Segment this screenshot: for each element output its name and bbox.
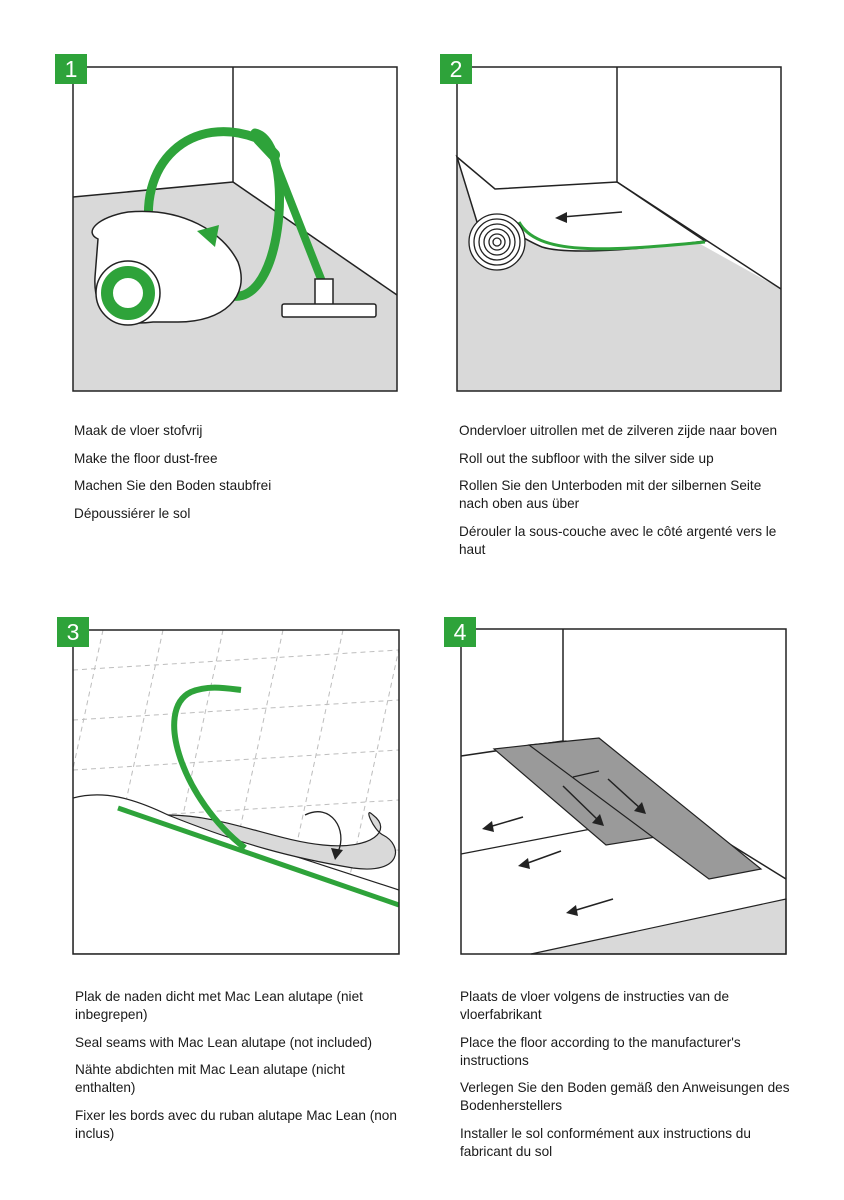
step-2-text-nl: Ondervloer uitrollen met de zilveren zijde naar boven	[459, 423, 778, 438]
subfloor-roll-icon	[457, 67, 781, 391]
step-4-text-en: Place the floor according to the manufacturer's instructions	[460, 1034, 741, 1068]
step-3-text-de: Nähte abdichten mit Mac Lean alutape (nicht enthalten)	[75, 1062, 345, 1095]
step-1-number-badge: 1	[55, 54, 87, 84]
step-2-text-fr: Dérouler la sous-couche avec le côté argenté vers le haut	[459, 523, 777, 557]
step-1-text-fr: Dépoussiérer le sol	[74, 505, 191, 521]
vacuum-cleaner-icon	[73, 67, 397, 391]
step-1-instructions	[74, 422, 404, 532]
step-3-text-nl: Plak de naden dicht met Mac Lean alutape (niet inbegrepen)	[75, 989, 363, 1022]
step-2-text-en: Roll out the subfloor with the silver side up	[459, 450, 714, 466]
step-2-illustration	[457, 67, 781, 391]
step-2-text-de: Rollen Sie den Unterboden mit der silbernen Seite nach oben aus über	[459, 478, 762, 511]
step-3-illustration	[73, 630, 399, 954]
step-1-text-nl: Maak de vloer stofvrij	[74, 423, 203, 438]
alutape-seam-icon	[73, 630, 399, 954]
step-2-instructions	[459, 422, 784, 568]
step-4-number-badge: 4	[444, 617, 476, 647]
step-1-illustration	[73, 67, 397, 391]
step-4-text-nl: Plaats de vloer volgens de instructies van de vloerfabrikant	[460, 989, 730, 1022]
step-1-text-de: Machen Sie den Boden staubfrei	[74, 478, 272, 493]
floor-planks-icon	[461, 629, 786, 954]
step-1-text-en: Make the floor dust-free	[74, 450, 218, 466]
step-4-text-de: Verlegen Sie den Boden gemäß den Anweisungen des Bodenherstellers	[460, 1080, 790, 1113]
step-3-text-fr: Fixer les bords avec du ruban alutape Mac Lean (non inclus)	[75, 1107, 397, 1141]
step-2-number-badge: 2	[440, 54, 472, 84]
step-4-illustration	[461, 629, 786, 954]
step-3-instructions	[75, 988, 405, 1152]
step-3-number-badge: 3	[57, 617, 89, 647]
step-4-instructions	[460, 988, 790, 1170]
step-3-text-en: Seal seams with Mac Lean alutape (not included)	[75, 1034, 372, 1050]
step-4-text-fr: Installer le sol conformément aux instructions du fabricant du sol	[460, 1125, 751, 1159]
